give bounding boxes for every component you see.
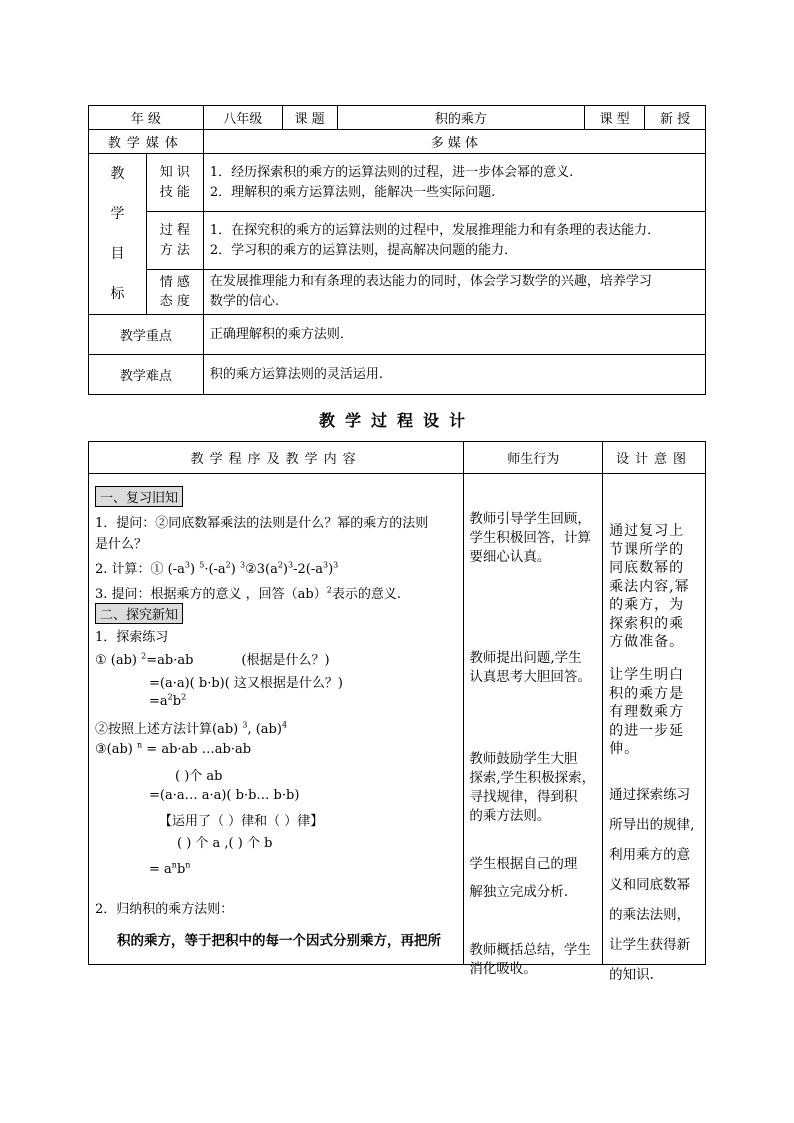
example-3-line3: =(a·a… a·a)( b·b… b·b) <box>149 788 300 803</box>
actions-cell <box>464 474 602 977</box>
example-3-line4: 【运用了（ ）律和（ ）律】 <box>159 814 324 829</box>
action-2: 教师提出问题,学生 认真思考大胆回答。 <box>469 650 591 685</box>
key-point-label: 教学重点 <box>119 329 172 344</box>
attitude-text: 在发展推理能力和有条理的表达能力的同时，体会学习数学的兴趣，培养学习 数学的信心. <box>209 274 652 309</box>
intent-cell <box>603 474 705 983</box>
objectives-label: 教 学 目 标 <box>89 154 147 315</box>
header-actions: 师生行为 <box>507 452 560 467</box>
action-4: 学生根据自己的理 解独立完成分析． <box>469 856 578 900</box>
difficulty-label: 教学难点 <box>119 369 172 384</box>
type-value: 新 授 <box>659 112 691 127</box>
difficulty-value: 积的乘方运算法则的灵活运用. <box>209 366 383 382</box>
intent-2: 让学生明白 积的乘方是 有理数乘方 的进一步延 伸。 <box>609 667 685 757</box>
process-table <box>88 441 706 983</box>
header-intent: 设计意图 <box>616 452 693 467</box>
header-content: 教学程序及教学内容 <box>190 452 362 467</box>
type-label: 课 型 <box>599 112 630 127</box>
rule-title: 2．归纳积的乘方法则： <box>95 902 234 917</box>
topic-label: 课 题 <box>294 112 325 127</box>
explore-title: 1．探索练习 <box>95 630 169 645</box>
rule-text: 积的乘方，等于把积中的每一个因式分别乘方，再把所 <box>117 933 441 949</box>
lesson-info-table <box>88 105 706 395</box>
example-1-line1: ① (ab) $^2$=ab·ab (根据是什么？) <box>95 651 330 668</box>
media-value: 多 媒 体 <box>430 136 479 151</box>
topic-value: 积的乘方 <box>434 112 487 127</box>
process-method-label: 过 程 方 法 <box>159 222 190 258</box>
grade-label: 年 级 <box>130 112 161 127</box>
question-1b: 是什么？ <box>95 537 148 552</box>
example-3-line5: ( ) 个 a ,( ) 个 b <box>177 836 273 851</box>
example-2: ②按照上述方法计算(ab) $^3$, (ab)$^4$ <box>95 720 288 737</box>
intent-3: 通过探索练习 所导出的规律, 利用乘方的意 义和同底数幂 的乘法法则， 让学生获得新 的知识. <box>609 787 695 983</box>
example-1-line3: $=a^2b^2$ <box>149 692 187 709</box>
knowledge-label: 知 识 技 能 <box>159 164 190 200</box>
attitude-label: 情 感 态 度 <box>159 275 190 309</box>
grade-value: 八年级 <box>223 112 263 127</box>
example-3-line2: ( )个 ab <box>175 769 223 784</box>
design-title: 教学过程设计 <box>318 411 475 430</box>
key-point-value: 正确理解积的乘方法则． <box>209 326 353 342</box>
question-3: 3. 提问：根据乘方的意义 ，回答（ab）$^2$表示的意义. <box>95 585 401 602</box>
content-cell <box>89 474 463 964</box>
process-method-text: 1．在探究积的乘方的运算法则的过程中，发展推理能力和有条理的表达能力． 2．学习积的乘方的运算法则，提高解决问题的能力． <box>209 222 661 258</box>
example-1-line2: =(a·a)( b·b)( 这又根据是什么？) <box>149 676 343 691</box>
knowledge-text: 1．经历探索积的乘方的运算法则的过程，进一步体会幂的意义. 2．理解积的乘方运算法则，能解决一些实际问题. <box>209 164 574 200</box>
question-1a: 1．提问：②同底数幂乘法的法则是什么？幂的乘方的法则 <box>95 516 429 531</box>
example-3-line6: = $a^nb^n$ <box>149 860 191 877</box>
action-3: 教师鼓励学生大胆 探索,学生积极探索， 寻找规律，得到积 的乘方法则。 <box>469 751 596 824</box>
intent-1: 通过复习上 节课所学的 同底数幂的 乘法内容,幂 的乘方，为 探索积的乘 方做准备。 <box>609 523 690 650</box>
action-5: 教师概括总结，学生 消化吸收。 <box>469 942 591 977</box>
example-3-line1: ③(ab) $^n$ = ab·ab …ab·ab <box>95 740 252 757</box>
action-1: 教师引导学生回顾， 学生积极回答，计算 要细心认真。 <box>469 511 591 565</box>
section-review: 一、复习旧知 <box>95 486 183 507</box>
media-label: 教学媒体 <box>107 136 184 151</box>
question-2: 2. 计算：① $(-a^3)$ $^5\cdot(-a^2)$ $^3②3(a^2)^3-2(-a^3)^3$ <box>95 560 339 577</box>
section-explore: 二、探究新知 <box>95 603 183 624</box>
